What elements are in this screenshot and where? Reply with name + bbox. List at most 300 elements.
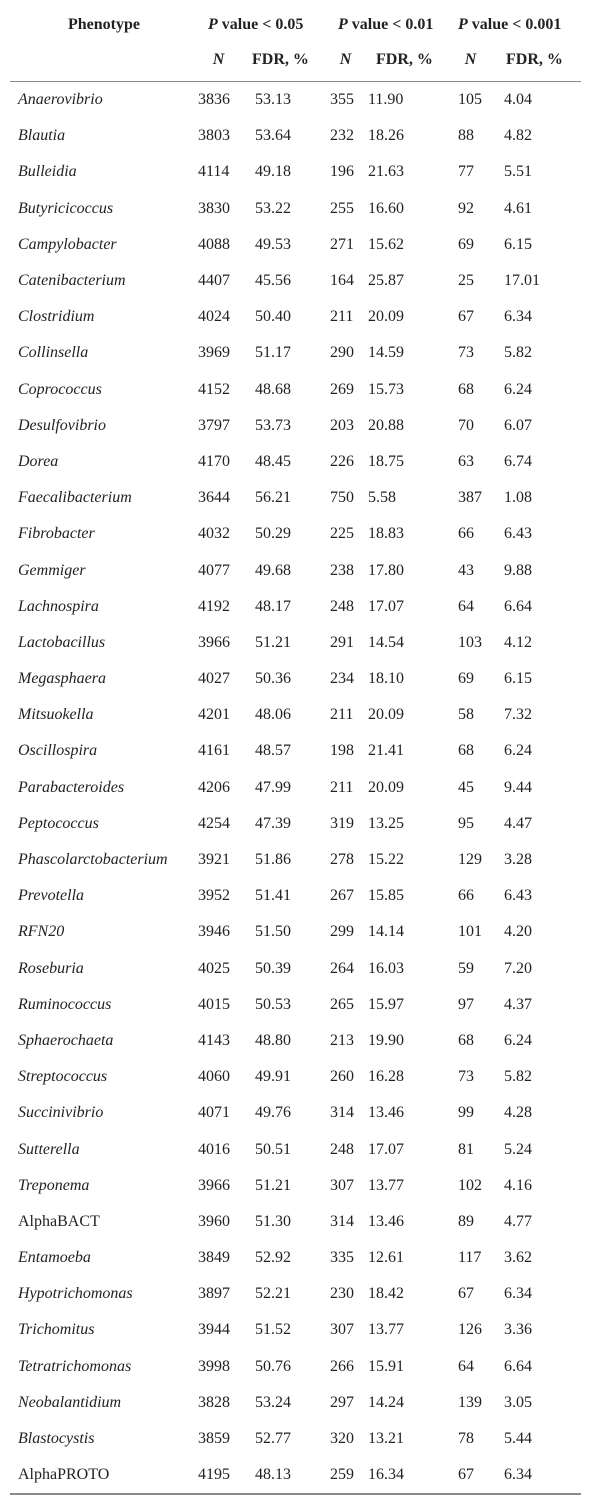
n-cell-p0001: 68 [458, 1031, 474, 1049]
n-cell-p0001: 81 [458, 1140, 474, 1158]
n-cell-p0001: 59 [458, 959, 474, 977]
n-cell-p005: 4407 [198, 272, 230, 290]
fdr-cell-p005: 48.57 [255, 742, 291, 760]
phenotype-cell: Phascolarctobacterium [18, 851, 168, 869]
fdr-cell-p001: 20.09 [368, 706, 404, 724]
p-letter: P [338, 16, 348, 33]
phenotype-cell: Collinsella [18, 344, 89, 362]
fdr-cell-p001: 11.90 [368, 91, 404, 109]
phenotype-cell: Faecalibacterium [18, 489, 132, 507]
n-cell-p0001: 105 [458, 91, 482, 109]
table-row [10, 661, 581, 697]
n-cell-p001: 164 [330, 272, 354, 290]
n-cell-p001: 320 [330, 1430, 354, 1448]
n-cell-p001: 196 [330, 163, 354, 181]
fdr-cell-p005: 45.56 [255, 272, 291, 290]
n-cell-p001: 203 [330, 416, 354, 434]
fdr-cell-p001: 14.14 [368, 923, 404, 941]
fdr-cell-p001: 18.75 [368, 452, 404, 470]
table-row [10, 1059, 581, 1095]
fdr-cell-p005: 51.21 [255, 1176, 291, 1194]
fdr-cell-p005: 49.91 [255, 1068, 291, 1086]
phenotype-cell: Streptococcus [18, 1068, 108, 1086]
n-cell-p005: 4024 [198, 308, 230, 326]
fdr-cell-p001: 18.42 [368, 1285, 404, 1303]
phenotype-cell: Hypotrichomonas [18, 1285, 133, 1303]
n-cell-p001: 266 [330, 1357, 354, 1375]
fdr-cell-p001: 18.10 [368, 670, 404, 688]
p-threshold-text: value < 0.001 [467, 16, 562, 33]
n-cell-p0001: 73 [458, 1068, 474, 1086]
phenotype-cell: Clostridium [18, 308, 95, 326]
fdr-cell-p0001: 6.15 [504, 670, 532, 688]
fdr-cell-p005: 53.22 [255, 199, 291, 217]
n-cell-p0001: 77 [458, 163, 474, 181]
table-row [10, 154, 581, 190]
fdr-cell-p001: 13.77 [368, 1176, 404, 1194]
fdr-cell-p005: 49.18 [255, 163, 291, 181]
n-cell-p001: 314 [330, 1104, 354, 1122]
n-cell-p001: 750 [330, 489, 354, 507]
n-cell-p001: 335 [330, 1249, 354, 1267]
fdr-cell-p0001: 6.15 [504, 235, 532, 253]
table-row [10, 1240, 581, 1276]
n-header: N [448, 50, 494, 82]
fdr-cell-p0001: 6.34 [494, 1457, 581, 1494]
n-cell-p001: 232 [330, 127, 354, 145]
fdr-cell-p0001: 3.36 [504, 1321, 532, 1339]
n-cell-p001: 198 [330, 742, 354, 760]
phenotype-cell: Parabacteroides [18, 778, 125, 796]
phenotype-cell: Peptococcus [18, 814, 99, 832]
n-cell-p005: 3836 [198, 91, 230, 109]
phenotype-cell: AlphaPROTO [10, 1457, 198, 1494]
fdr-cell-p001: 18.83 [368, 525, 404, 543]
fdr-cell-p005: 51.21 [255, 633, 291, 651]
fdr-cell-p001: 19.90 [368, 1031, 404, 1049]
fdr-cell-p001: 13.21 [368, 1430, 404, 1448]
table-row [10, 480, 581, 516]
header-row-groups [10, 0, 581, 50]
table-header [10, 0, 581, 82]
fdr-cell-p0001: 4.16 [504, 1176, 532, 1194]
table-row [10, 552, 581, 588]
table-row [10, 1168, 581, 1204]
table-row [10, 1095, 581, 1131]
fdr-header: FDR, % [364, 50, 448, 82]
fdr-cell-p0001: 5.82 [504, 344, 532, 362]
fdr-cell-p001: 13.25 [368, 814, 404, 832]
table-row [10, 914, 581, 950]
n-cell-p005: 3859 [198, 1430, 230, 1448]
table-row [10, 806, 581, 842]
n-cell-p0001: 69 [458, 670, 474, 688]
table-row [10, 770, 581, 806]
n-cell-p001: 264 [330, 959, 354, 977]
fdr-cell-p0001: 6.34 [504, 1285, 532, 1303]
n-cell-p0001: 67 [448, 1457, 494, 1494]
n-cell-p001: 213 [330, 1031, 354, 1049]
n-cell-p001: 355 [330, 91, 354, 109]
fdr-cell-p0001: 4.37 [504, 995, 532, 1013]
n-cell-p0001: 78 [458, 1430, 474, 1448]
fdr-cell-p0001: 6.24 [504, 380, 532, 398]
n-cell-p0001: 88 [458, 127, 474, 145]
fdr-cell-p001: 12.61 [368, 1249, 404, 1267]
table-row [10, 1385, 581, 1421]
fdr-cell-p0001: 5.51 [504, 163, 532, 181]
fdr-cell-p005: 48.17 [255, 597, 291, 615]
fdr-cell-p0001: 3.28 [504, 851, 532, 869]
table-row [10, 1349, 581, 1385]
n-cell-p0001: 66 [458, 887, 474, 905]
fdr-cell-p001: 15.62 [368, 235, 404, 253]
table-row [10, 1276, 581, 1312]
phenotype-cell: Lactobacillus [18, 633, 106, 651]
fdr-cell-p005: 53.24 [255, 1393, 291, 1411]
fdr-cell-p005: 50.40 [255, 308, 291, 326]
fdr-cell-p005: 51.17 [255, 344, 291, 362]
phenotype-cell: Neobalantidium [18, 1393, 122, 1411]
n-cell-p005: 4192 [198, 597, 230, 615]
n-cell-p001: 291 [330, 633, 354, 651]
n-cell-p001: 299 [330, 923, 354, 941]
n-cell-p0001: 73 [458, 344, 474, 362]
table-row [10, 733, 581, 769]
n-cell-p005: 4206 [198, 778, 230, 796]
fdr-cell-p005: 53.64 [255, 127, 291, 145]
n-cell-p0001: 68 [458, 742, 474, 760]
n-cell-p001: 260 [330, 1068, 354, 1086]
table-row [10, 1023, 581, 1059]
n-cell-p005: 4071 [198, 1104, 230, 1122]
fdr-cell-p001: 17.07 [368, 1140, 404, 1158]
fdr-cell-p0001: 6.24 [504, 742, 532, 760]
p-threshold-header-005 [198, 0, 328, 50]
fdr-cell-p005: 51.50 [255, 923, 291, 941]
n-cell-p0001: 58 [458, 706, 474, 724]
n-cell-p0001: 70 [458, 416, 474, 434]
n-cell-p0001: 99 [458, 1104, 474, 1122]
fdr-cell-p005: 48.45 [255, 452, 291, 470]
fdr-cell-p001: 13.46 [368, 1212, 404, 1230]
phenotype-cell: Roseburia [18, 959, 84, 977]
phenotype-cell: Butyricicoccus [18, 199, 114, 217]
n-cell-p001: 278 [330, 851, 354, 869]
fdr-cell-p0001: 4.28 [504, 1104, 532, 1122]
fdr-cell-p001: 25.87 [368, 272, 404, 290]
fdr-cell-p001: 16.60 [368, 199, 404, 217]
table-row [10, 697, 581, 733]
fdr-cell-p005: 52.77 [255, 1430, 291, 1448]
fdr-cell-p001: 18.26 [368, 127, 404, 145]
n-cell-p005: 3946 [198, 923, 230, 941]
phenotype-cell: AlphaBACT [18, 1212, 100, 1230]
fdr-cell-p005: 51.86 [255, 851, 291, 869]
fdr-cell-p001: 16.34 [364, 1457, 448, 1494]
phenotype-cell: Oscillospira [18, 742, 98, 760]
phenotype-cell: Sutterella [18, 1140, 80, 1158]
fdr-cell-p0001: 4.47 [504, 814, 532, 832]
phenotype-cell: Coprococcus [18, 380, 102, 398]
fdr-cell-p001: 21.41 [368, 742, 404, 760]
table-row [10, 1457, 581, 1494]
fdr-cell-p001: 15.22 [368, 851, 404, 869]
fdr-cell-p0001: 3.05 [504, 1393, 532, 1411]
n-cell-p005: 3828 [198, 1393, 230, 1411]
n-cell-p001: 271 [330, 235, 354, 253]
fdr-cell-p001: 13.46 [368, 1104, 404, 1122]
n-cell-p005: 4161 [198, 742, 230, 760]
fdr-cell-p0001: 7.32 [504, 706, 532, 724]
table-row [10, 82, 581, 119]
n-cell-p005: 3969 [198, 344, 230, 362]
n-header: N [328, 50, 364, 82]
n-cell-p005: 4114 [198, 163, 230, 181]
phenotype-cell: Succinivibrio [18, 1104, 104, 1122]
p-letter: P [208, 16, 218, 33]
n-cell-p005: 4195 [198, 1457, 240, 1494]
phenotype-cell: Anaerovibrio [18, 91, 103, 109]
n-cell-p0001: 66 [458, 525, 474, 543]
table-row [10, 951, 581, 987]
table-row [10, 1204, 581, 1240]
fdr-header: FDR, % [494, 50, 581, 82]
n-cell-p0001: 126 [458, 1321, 482, 1339]
n-cell-p0001: 139 [458, 1393, 482, 1411]
table-row [10, 118, 581, 154]
n-cell-p005: 4027 [198, 670, 230, 688]
n-cell-p001: 211 [330, 778, 354, 796]
phenotype-cell: Catenibacterium [18, 272, 126, 290]
fdr-cell-p001: 17.07 [368, 597, 404, 615]
n-cell-p005: 3998 [198, 1357, 230, 1375]
n-cell-p001: 226 [330, 452, 354, 470]
table-row [10, 335, 581, 371]
table-row [10, 1421, 581, 1457]
n-cell-p001: 230 [330, 1285, 354, 1303]
phenotype-cell: Dorea [18, 452, 59, 470]
table-row [10, 372, 581, 408]
n-cell-p001: 234 [330, 670, 354, 688]
fdr-cell-p0001: 4.61 [504, 199, 532, 217]
table-row [10, 878, 581, 914]
phenotype-cell: Ruminococcus [18, 995, 112, 1013]
n-cell-p005: 4032 [198, 525, 230, 543]
fdr-cell-p0001: 7.20 [504, 959, 532, 977]
fdr-cell-p0001: 4.82 [504, 127, 532, 145]
n-cell-p001: 319 [330, 814, 354, 832]
fdr-cell-p0001: 3.62 [504, 1249, 532, 1267]
table-row [10, 227, 581, 263]
fdr-cell-p001: 21.63 [368, 163, 404, 181]
fdr-cell-p0001: 4.04 [504, 91, 532, 109]
n-cell-p001: 269 [330, 380, 354, 398]
phenotype-cell: Mitsuokella [18, 706, 94, 724]
phenotype-cell: RFN20 [18, 923, 65, 941]
fdr-cell-p001: 13.77 [368, 1321, 404, 1339]
n-cell-p0001: 69 [458, 235, 474, 253]
fdr-cell-p0001: 4.77 [504, 1212, 532, 1230]
table-row [10, 842, 581, 878]
fdr-cell-p0001: 4.20 [504, 923, 532, 941]
fdr-cell-p0001: 6.74 [504, 452, 532, 470]
n-cell-p0001: 43 [458, 561, 474, 579]
table-row [10, 408, 581, 444]
table-row [10, 1131, 581, 1167]
fdr-cell-p005: 50.76 [255, 1357, 291, 1375]
fdr-cell-p005: 53.13 [255, 91, 291, 109]
fdr-cell-p001: 5.58 [368, 489, 396, 507]
n-cell-p0001: 67 [458, 1285, 474, 1303]
n-cell-p005: 4025 [198, 959, 230, 977]
fdr-cell-p0001: 6.07 [504, 416, 532, 434]
n-cell-p005: 4016 [198, 1140, 230, 1158]
phenotype-cell: Entamoeba [18, 1249, 91, 1267]
phenotype-header: Phenotype [68, 16, 140, 33]
table-row [10, 625, 581, 661]
phenotype-cell: Fibrobacter [18, 525, 95, 543]
n-cell-p005: 3921 [198, 851, 230, 869]
fdr-cell-p005: 50.36 [255, 670, 291, 688]
fdr-cell-p005: 48.13 [240, 1457, 328, 1494]
fdr-cell-p0001: 9.88 [504, 561, 532, 579]
n-cell-p005: 3960 [198, 1212, 230, 1230]
fdr-cell-p005: 50.29 [255, 525, 291, 543]
table-row [10, 263, 581, 299]
fdr-cell-p0001: 6.64 [504, 597, 532, 615]
phenotype-cell: Treponema [18, 1176, 90, 1194]
fdr-cell-p005: 48.06 [255, 706, 291, 724]
fdr-cell-p005: 50.39 [255, 959, 291, 977]
n-cell-p0001: 64 [458, 1357, 474, 1375]
n-cell-p001: 307 [330, 1176, 354, 1194]
table-row [10, 1312, 581, 1348]
p-threshold-text: value < 0.01 [347, 16, 434, 33]
phenotype-cell: Campylobacter [18, 235, 117, 253]
fdr-cell-p0001: 5.24 [504, 1140, 532, 1158]
fdr-cell-p005: 47.99 [255, 778, 291, 796]
n-cell-p005: 4143 [198, 1031, 230, 1049]
fdr-cell-p0001: 5.44 [504, 1430, 532, 1448]
phenotype-subheader-blank [10, 50, 198, 82]
n-cell-p0001: 92 [458, 199, 474, 217]
fdr-cell-p001: 17.80 [368, 561, 404, 579]
n-cell-p001: 307 [330, 1321, 354, 1339]
n-cell-p0001: 64 [458, 597, 474, 615]
n-cell-p0001: 101 [458, 923, 482, 941]
n-cell-p001: 314 [330, 1212, 354, 1230]
n-cell-p005: 3897 [198, 1285, 230, 1303]
fdr-cell-p005: 49.68 [255, 561, 291, 579]
fdr-cell-p001: 15.73 [368, 380, 404, 398]
n-cell-p0001: 387 [458, 489, 482, 507]
fdr-cell-p001: 16.28 [368, 1068, 404, 1086]
fdr-cell-p005: 51.30 [255, 1212, 291, 1230]
fdr-cell-p005: 48.68 [255, 380, 291, 398]
fdr-cell-p0001: 1.08 [504, 489, 532, 507]
n-cell-p0001: 129 [458, 851, 482, 869]
n-cell-p005: 4015 [198, 995, 230, 1013]
n-cell-p0001: 103 [458, 633, 482, 651]
fdr-cell-p001: 14.54 [368, 633, 404, 651]
n-cell-p005: 3966 [198, 633, 230, 651]
phenotype-cell: Blautia [18, 127, 66, 145]
n-header: N [198, 50, 240, 82]
header-row-columns [10, 50, 581, 82]
n-cell-p005: 3830 [198, 199, 230, 217]
n-cell-p005: 3944 [198, 1321, 230, 1339]
p-threshold-text: value < 0.05 [217, 16, 304, 33]
n-cell-p005: 3849 [198, 1249, 230, 1267]
n-cell-p005: 4170 [198, 452, 230, 470]
n-cell-p001: 290 [330, 344, 354, 362]
table-row [10, 987, 581, 1023]
n-cell-p005: 4201 [198, 706, 230, 724]
n-cell-p001: 259 [328, 1457, 364, 1494]
fdr-cell-p0001: 9.44 [504, 778, 532, 796]
fdr-cell-p005: 49.53 [255, 235, 291, 253]
fdr-cell-p005: 56.21 [255, 489, 291, 507]
fdr-cell-p005: 52.21 [255, 1285, 291, 1303]
fdr-cell-p0001: 6.43 [504, 525, 532, 543]
n-cell-p005: 4088 [198, 235, 230, 253]
fdr-cell-p0001: 17.01 [504, 272, 540, 290]
fdr-cell-p001: 15.85 [368, 887, 404, 905]
fdr-cell-p0001: 6.24 [504, 1031, 532, 1049]
n-cell-p001: 225 [330, 525, 354, 543]
fdr-cell-p001: 20.09 [368, 778, 404, 796]
table-row [10, 589, 581, 625]
n-cell-p005: 4152 [198, 380, 230, 398]
table-row [10, 299, 581, 335]
fdr-cell-p001: 14.59 [368, 344, 404, 362]
fdr-cell-p005: 52.92 [255, 1249, 291, 1267]
n-cell-p0001: 95 [458, 814, 474, 832]
fdr-cell-p005: 51.52 [255, 1321, 291, 1339]
n-cell-p0001: 45 [458, 778, 474, 796]
fdr-cell-p005: 50.51 [255, 1140, 291, 1158]
phenotype-cell: Megasphaera [18, 670, 106, 688]
n-cell-p0001: 63 [458, 452, 474, 470]
fdr-cell-p005: 47.39 [255, 814, 291, 832]
phenotype-cell: Gemmiger [18, 561, 86, 579]
n-cell-p001: 248 [330, 597, 354, 615]
p-threshold-header-0001 [448, 0, 581, 50]
n-cell-p001: 238 [330, 561, 354, 579]
table-body [10, 82, 581, 1495]
phenotype-cell: Prevotella [18, 887, 85, 905]
n-cell-p005: 3966 [198, 1176, 230, 1194]
n-cell-p005: 4077 [198, 561, 230, 579]
fdr-cell-p005: 53.73 [255, 416, 291, 434]
fdr-cell-p005: 51.41 [255, 887, 291, 905]
results-table [10, 0, 581, 1495]
n-cell-p001: 267 [330, 887, 354, 905]
phenotype-cell: Blastocystis [18, 1430, 95, 1448]
fdr-cell-p0001: 6.43 [504, 887, 532, 905]
n-cell-p0001: 68 [458, 380, 474, 398]
n-cell-p001: 255 [330, 199, 354, 217]
fdr-cell-p001: 15.91 [368, 1357, 404, 1375]
fdr-cell-p001: 20.88 [368, 416, 404, 434]
n-cell-p005: 3803 [198, 127, 230, 145]
n-cell-p001: 265 [330, 995, 354, 1013]
n-cell-p005: 3797 [198, 416, 230, 434]
fdr-cell-p001: 20.09 [368, 308, 404, 326]
phenotype-cell: Trichomitus [18, 1321, 95, 1339]
fdr-cell-p0001: 6.34 [504, 308, 532, 326]
